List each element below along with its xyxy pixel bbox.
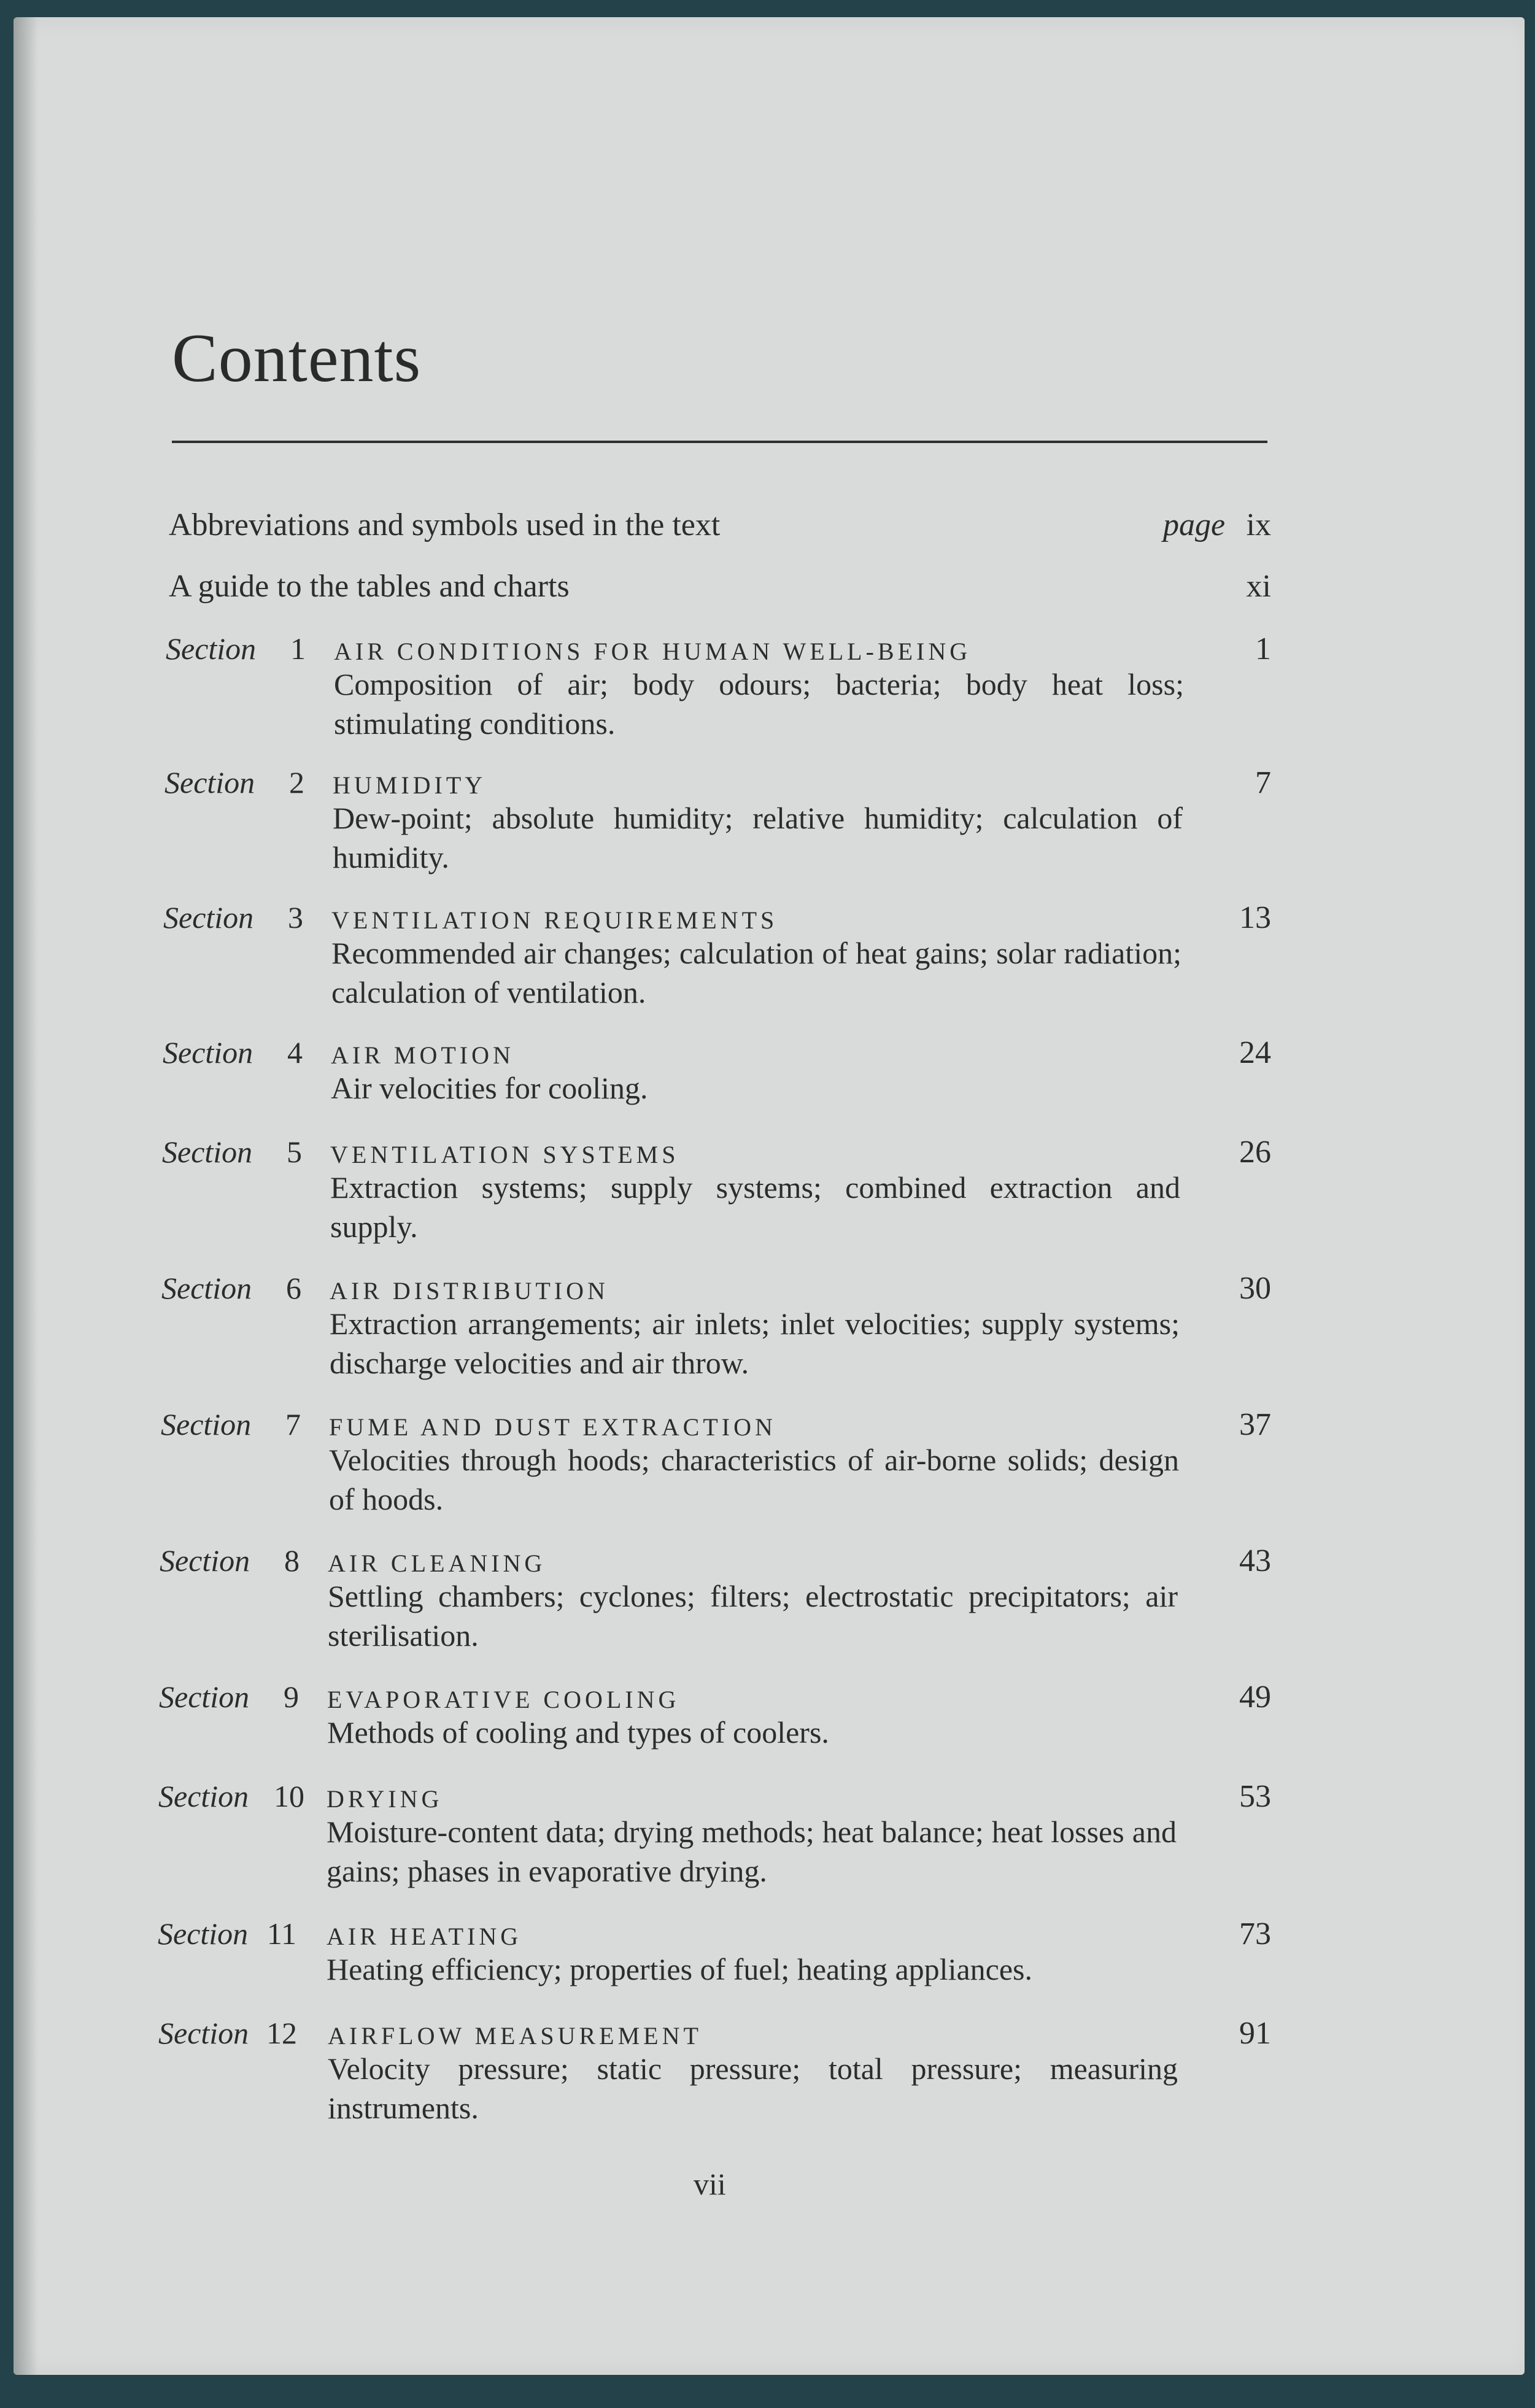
section-description: Velocity pressure; static pressure; total pressure; measuring instruments. xyxy=(328,2051,1178,2125)
section-label: Section xyxy=(163,900,254,935)
section-title: VENTILATION REQUIREMENTS xyxy=(331,906,778,934)
section-label: Section xyxy=(158,2016,249,2050)
page-spine-shadow xyxy=(14,17,38,2375)
section-title: VENTILATION SYSTEMS xyxy=(330,1141,679,1168)
section-title: AIR DISTRIBUTION xyxy=(330,1277,609,1305)
page-number: 13 xyxy=(1239,900,1271,935)
page-number: 26 xyxy=(1239,1135,1271,1170)
page-number: ix xyxy=(1246,507,1271,542)
section-label: Section xyxy=(162,1135,253,1169)
section-label: Section xyxy=(158,1916,249,1951)
section-number: 4 xyxy=(287,1035,303,1070)
section-label: Section xyxy=(164,765,255,800)
section-description: Heating efficiency; properties of fuel; heating appliances. xyxy=(327,1952,1032,1986)
title-rule xyxy=(172,441,1267,443)
section-description: Air velocities for cooling. xyxy=(331,1071,648,1105)
toc-entry-text: A guide to the tables and charts xyxy=(169,569,570,604)
section-number: 6 xyxy=(286,1271,301,1305)
section-number: 7 xyxy=(285,1407,301,1441)
section-description: Settling chambers; cyclones; filters; electrostatic precipitators; air sterilisation. xyxy=(328,1579,1178,1653)
page-label: page xyxy=(1163,507,1226,542)
section-number: 11 xyxy=(266,1916,296,1951)
section-description: Moisture-content data; drying methods; heat balance; heat losses and gains; phases in evaporative drying. xyxy=(327,1815,1177,1888)
section-number: 5 xyxy=(287,1135,302,1169)
section-title: FUME AND DUST EXTRACTION xyxy=(329,1413,776,1441)
page-number: xi xyxy=(1246,569,1271,604)
section-title: AIRFLOW MEASUREMENT xyxy=(328,2022,702,2050)
section-label: Section xyxy=(161,1407,252,1441)
section-number: 1 xyxy=(290,631,306,666)
section-number: 10 xyxy=(274,1779,304,1813)
section-title: AIR CLEANING xyxy=(328,1549,546,1577)
page-number: 30 xyxy=(1239,1271,1271,1306)
section-title: AIR MOTION xyxy=(331,1041,514,1069)
section-description: Extraction arrangements; air inlets; inlet velocities; supply systems; discharge velocities and air throw. xyxy=(330,1306,1180,1380)
section-label: Section xyxy=(161,1271,252,1305)
section-description: Extraction systems; supply systems; combined extraction and supply. xyxy=(330,1170,1180,1244)
toc-entry-text: Abbreviations and symbols used in the text xyxy=(169,507,721,542)
section-description: Recommended air changes; calculation of heat gains; solar radiation; calculation of ventilation. xyxy=(331,936,1181,1009)
section-title: DRYING xyxy=(327,1785,443,1813)
page-number: 73 xyxy=(1239,1916,1271,1951)
section-description: Methods of cooling and types of coolers. xyxy=(327,1715,829,1750)
page-number: 7 xyxy=(1255,765,1271,800)
section-label: Section xyxy=(160,1543,250,1578)
page-number: 37 xyxy=(1239,1407,1271,1442)
section-number: 2 xyxy=(289,765,304,800)
page-number: 53 xyxy=(1239,1779,1271,1814)
section-number: 9 xyxy=(284,1680,299,1714)
section-description: Dew-point; absolute humidity; relative humidity; calculation of humidity. xyxy=(333,801,1183,874)
section-title: AIR CONDITIONS FOR HUMAN WELL-BEING xyxy=(334,638,972,665)
section-description: Velocities through hoods; characteristics of air-borne solids; design of hoods. xyxy=(329,1443,1179,1516)
section-label: Section xyxy=(163,1035,253,1070)
page-folio: vii xyxy=(694,2167,726,2201)
section-label: Section xyxy=(158,1779,249,1813)
page-number: 91 xyxy=(1239,2016,1271,2051)
section-title: EVAPORATIVE COOLING xyxy=(327,1686,680,1713)
section-label: Section xyxy=(159,1680,250,1714)
page-number: 49 xyxy=(1239,1680,1271,1715)
page-number: 43 xyxy=(1239,1543,1271,1578)
section-title: HUMIDITY xyxy=(333,771,487,799)
section-number: 3 xyxy=(288,900,303,935)
page-title: Contents xyxy=(172,320,422,396)
page-number: 1 xyxy=(1255,631,1271,666)
section-label: Section xyxy=(166,631,257,666)
page-number: 24 xyxy=(1239,1035,1271,1070)
section-number: 8 xyxy=(284,1543,300,1578)
section-number: 12 xyxy=(266,2016,297,2050)
section-title: AIR HEATING xyxy=(327,1923,522,1950)
section-description: Composition of air; body odours; bacteria; body heat loss; stimulating conditions. xyxy=(334,667,1184,741)
